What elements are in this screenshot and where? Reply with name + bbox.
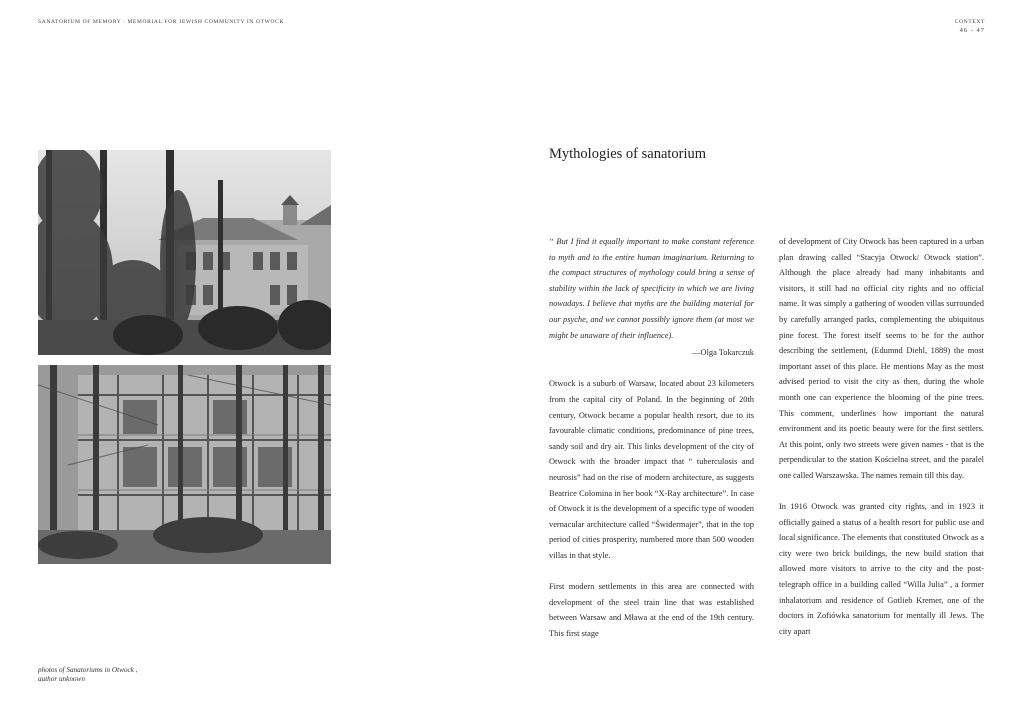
caption-line-1: photos of Sanatoriums in Otwock , [38,666,138,674]
sanatorium-photo-1 [38,150,331,355]
text-column-left [549,234,754,641]
paragraph-intro: Otwock is a suburb of Warsaw, located about 23 kilometers from the capital city of Poland. In the beginning of 20th century, Otwock became a popular health resort, due to its favourable climatic conditions, predominance of pine trees, sandy soil and dry air. This links development of the city of Otwock with the broader impact that “ tuberculosis and neurosis” had on the rise of modern architecture, as suggests Beatrice Colomina in her book “X-Ray architecture”. In case of Otwock it is the development of a specific type of wooden vernacular architecture called “Świdermajer”, that in the top period of cities prosperity, numbered more than 500 wooden villas in that style. [549,379,754,560]
page-numbers: 46 - 47 [959,27,985,34]
caption-line-2: author unknown [38,675,85,683]
text-column-right [779,234,984,639]
running-title: SANATORIUM OF MEMORY : MEMORIAL FOR JEWISH COMMUNITY IN OTWOCK [38,19,285,25]
article-title: Mythologies of sanatorium [549,146,707,162]
sanatorium-photo-2 [38,365,331,564]
quote-attribution: —Olga Tokarczuk [692,348,754,358]
paragraph-settlements: First modern settlements in this area are connected with development of the steel train line that was established between Warsaw and Mława at the end of the 19th century. This first stage [549,582,754,638]
paragraph-city-rights: In 1916 Otwock was granted city rights, and in 1923 it officially gained a status of a health resort for public use and local significance. The elements that constituted Otwock as a city were two brick buildings, the new build station that allowed more visitors to arrive to the city and the post-telegraph office in a building called “Willa Julia” , a former inhalatorium and residence of Gotlieb Kremer, one of the doctors in Zofiówka sanatorium for mentally ill Jews. The city apart [779,502,984,636]
epigraph-quote: “ But I find it equally important to make constant reference to myth and to the entire human imaginarium. Returning to the compact structures of mythology could bring a sense of stability within the lack of specificity in which we are living nowadays. I believe that myths are the building material for our psyche, and we cannot possibly ignore them (at most we might be unaware of their influence). [549,237,754,340]
photo-caption [38,666,238,684]
paragraph-settlements-continued: of development of City Otwock has been captured in a urban plan drawing called “Stacyja Otwock/ Otwock station”. Although the place already had many inhabitants and visitors, it still had no official city rights and no official name. It was simply a gathering of wooden villas surrounded by carefully arranged parks, complementing the ubiquitous pine forest. The forest itself seems to be for the author describing the settlement, (Edumnd Diehl, 1889) the most important asset of this place. He mentions May as the most advised period to visit the city as then, during the whole month one can experience the blooming of the pine trees. This comment, underlines how important the natural environment and its poetic beauty were for the first settlers. At this point, only two streets were given names - that is the perpendicular to the station Kościelna street, and the paralel one called Warszawska. The names remain till this day. [779,237,984,480]
section-label: CONTEXT [954,19,985,25]
